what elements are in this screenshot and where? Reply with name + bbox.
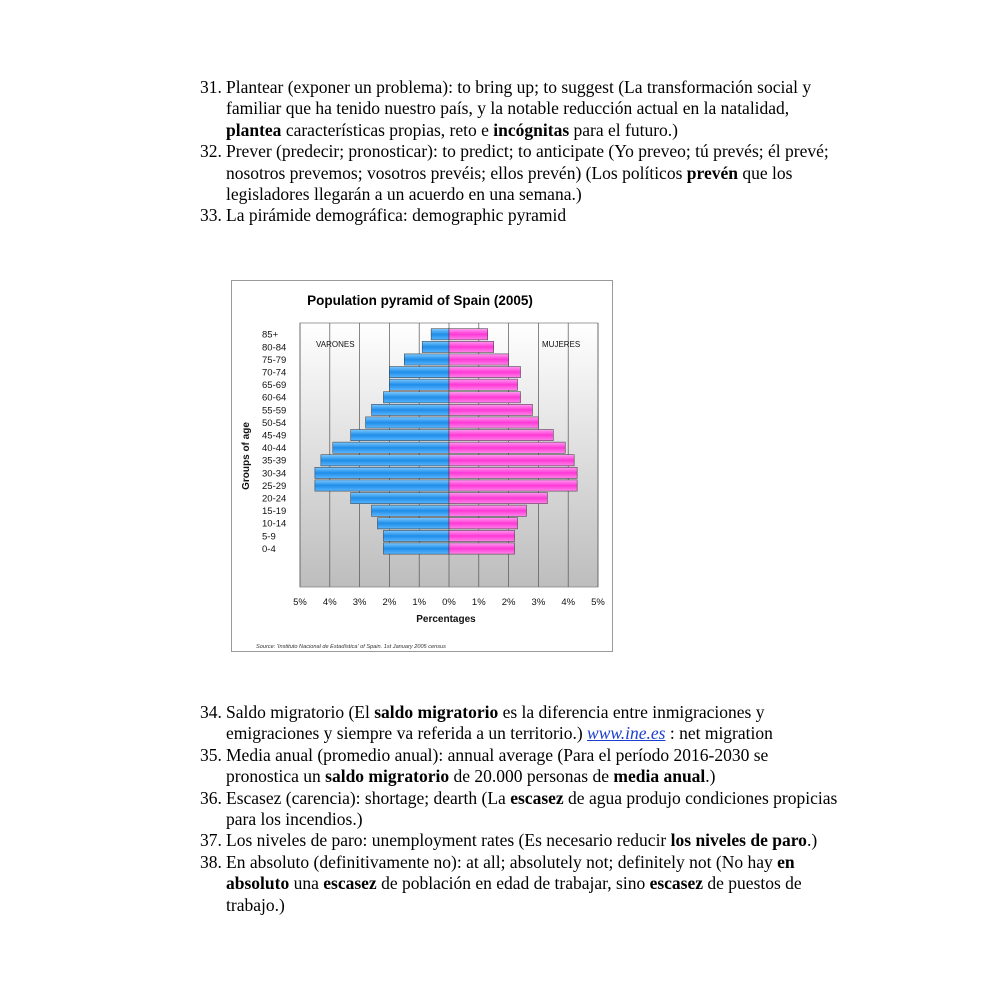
age-group-label: 85+ [262, 329, 279, 341]
female-bar [449, 442, 565, 453]
bold-term: escasez [323, 873, 377, 894]
male-bar [422, 341, 449, 352]
male-bar [333, 442, 449, 453]
item-number: 37. [200, 830, 222, 851]
age-group-label: 55-59 [262, 405, 287, 417]
bold-term: prevén [686, 162, 738, 183]
female-bar [449, 467, 577, 478]
female-bar [449, 341, 494, 352]
x-tick-label: 1% [412, 597, 427, 608]
x-axis-label: Percentages [416, 614, 476, 625]
x-tick-label: 4% [561, 597, 576, 608]
age-group-label: 5-9 [262, 531, 276, 543]
male-bar [315, 467, 449, 478]
vocab-item [200, 77, 840, 141]
vocab-item [200, 141, 840, 205]
bold-term: media anual [613, 766, 706, 787]
chart-title: Population pyramid of Spain (2005) [307, 293, 533, 308]
male-bar [377, 518, 449, 529]
item-text: En absoluto (definitivamente no): at all; absolutely not; definitely not (No hay [226, 851, 778, 872]
age-group-label: 20-24 [262, 493, 287, 505]
item-number: 34. [200, 702, 222, 722]
vocab-item [200, 205, 840, 226]
item-number: 32. [200, 141, 222, 162]
vocab-list-top [200, 77, 840, 227]
item-text: es la diferencia entre inmigraciones y emigraciones y siempre va referida a un territorio.) [226, 702, 765, 744]
x-tick-label: 1% [471, 597, 486, 608]
age-group-label: 45-49 [262, 430, 287, 442]
bold-term: plantea [226, 119, 282, 140]
vocab-list-bottom [200, 702, 840, 916]
item-text: de población en edad de trabajar, sino [376, 873, 650, 894]
pyramid-svg [232, 281, 612, 651]
item-text: Prever (predecir; pronosticar): to predict; to anticipate (Yo preveo; tú prevés; él prevé; nosotros prevemos; vosotros prevéis; ellos prevén) (Los políticos [226, 141, 829, 183]
age-group-label: 10-14 [262, 518, 287, 530]
age-group-label: 65-69 [262, 380, 287, 392]
age-group-label: 75-79 [262, 354, 287, 366]
x-tick-label: 0% [442, 597, 456, 608]
vocab-item [200, 788, 840, 831]
male-bar [383, 392, 449, 403]
male-bar [383, 530, 449, 541]
male-bar [321, 455, 449, 466]
source-link[interactable]: www.ine.es [587, 723, 666, 744]
vocab-item [200, 702, 840, 745]
vocab-item [200, 830, 840, 851]
item-text: de 20.000 personas de [449, 766, 614, 787]
vocab-item [200, 852, 840, 916]
female-bar [449, 493, 547, 504]
male-bar [351, 430, 449, 441]
male-bar [389, 379, 449, 390]
bold-term: saldo migratorio [325, 766, 450, 787]
x-tick-label: 5% [591, 597, 605, 608]
age-group-label: 15-19 [262, 506, 287, 518]
item-text: : net migration [665, 723, 773, 744]
male-bar [372, 404, 449, 415]
female-bar [449, 455, 574, 466]
item-number: 33. [200, 205, 222, 226]
x-tick-label: 3% [531, 597, 546, 608]
male-bar [389, 367, 449, 378]
item-text: de puestos de trabajo.) [226, 873, 802, 915]
female-bar [449, 430, 553, 441]
male-bar [372, 505, 449, 516]
bold-term: en absoluto [226, 851, 795, 894]
item-text: Escasez (carencia): shortage; dearth (La [226, 787, 511, 808]
female-bar [449, 379, 518, 390]
female-bar [449, 367, 521, 378]
item-text: que los legisladores llegarán a un acuerdo en una semana.) [226, 162, 793, 205]
item-text: Saldo migratorio (El [226, 702, 375, 722]
chart-source: Source: 'Instituto Nacional de Estadística' of Spain. 1st January 2005 census [256, 644, 446, 650]
x-tick-label: 2% [501, 597, 516, 608]
item-text: de agua produjo condiciones propicias para los incendios.) [226, 787, 838, 830]
age-group-label: 40-44 [262, 443, 287, 455]
item-number: 35. [200, 744, 222, 765]
y-axis-label: Groups of age [241, 422, 252, 490]
bold-term: incógnitas [493, 119, 570, 140]
legend-male-label: VARONES [316, 340, 355, 349]
female-bar [449, 404, 532, 415]
age-group-label: 0-4 [262, 543, 276, 555]
age-group-label: 60-64 [262, 392, 287, 404]
male-bar [404, 354, 449, 365]
female-bar [449, 480, 577, 491]
population-pyramid-chart [231, 280, 613, 652]
male-bar [431, 329, 449, 340]
item-text: para el futuro.) [569, 119, 678, 140]
age-group-label: 70-74 [262, 367, 287, 379]
female-bar [449, 530, 515, 541]
item-text: .) [705, 766, 716, 787]
male-bar [366, 417, 449, 428]
x-tick-labels [293, 597, 605, 608]
legend-female-label: MUJERES [542, 340, 581, 349]
x-tick-label: 3% [352, 597, 367, 608]
bold-term: escasez [510, 787, 564, 808]
male-bar [383, 543, 449, 554]
female-bar [449, 392, 521, 403]
age-group-label: 80-84 [262, 342, 287, 354]
item-text: Los niveles de paro: unemployment rates (Es necesario reducir [226, 830, 671, 851]
female-bar [449, 543, 515, 554]
age-group-label: 50-54 [262, 417, 287, 429]
female-bar [449, 505, 526, 516]
male-bar [351, 493, 449, 504]
female-bar [449, 329, 488, 340]
age-group-label: 35-39 [262, 455, 287, 467]
item-number: 31. [200, 77, 222, 97]
age-group-label: 30-34 [262, 468, 287, 480]
item-text: características propias, reto e [281, 119, 494, 140]
bold-term: escasez [649, 873, 704, 894]
vocab-item [200, 745, 840, 788]
item-text: La pirámide demográfica: demographic pyramid [226, 205, 567, 226]
age-group-label: 25-29 [262, 480, 287, 492]
item-text: .) [806, 830, 818, 851]
x-tick-label: 4% [322, 597, 337, 608]
x-tick-label: 2% [382, 597, 397, 608]
item-text: una [289, 873, 324, 894]
bold-term: saldo migratorio [374, 702, 499, 722]
bold-term: los niveles de paro [670, 830, 807, 851]
item-text: Plantear (exponer un problema): to bring up; to suggest (La transformación social y familiar que ha tenido nuestro país, y la notable reducción actual en la natalidad, [226, 77, 812, 119]
item-text: Media anual (promedio anual): annual average (Para el período 2016-2030 se pronostica un [226, 744, 769, 787]
male-bar [315, 480, 449, 491]
female-bar [449, 417, 538, 428]
item-number: 38. [200, 851, 222, 872]
x-tick-label: 5% [293, 597, 307, 608]
age-group-labels [262, 330, 286, 555]
female-bar [449, 354, 509, 365]
female-bar [449, 518, 518, 529]
item-number: 36. [200, 787, 222, 808]
